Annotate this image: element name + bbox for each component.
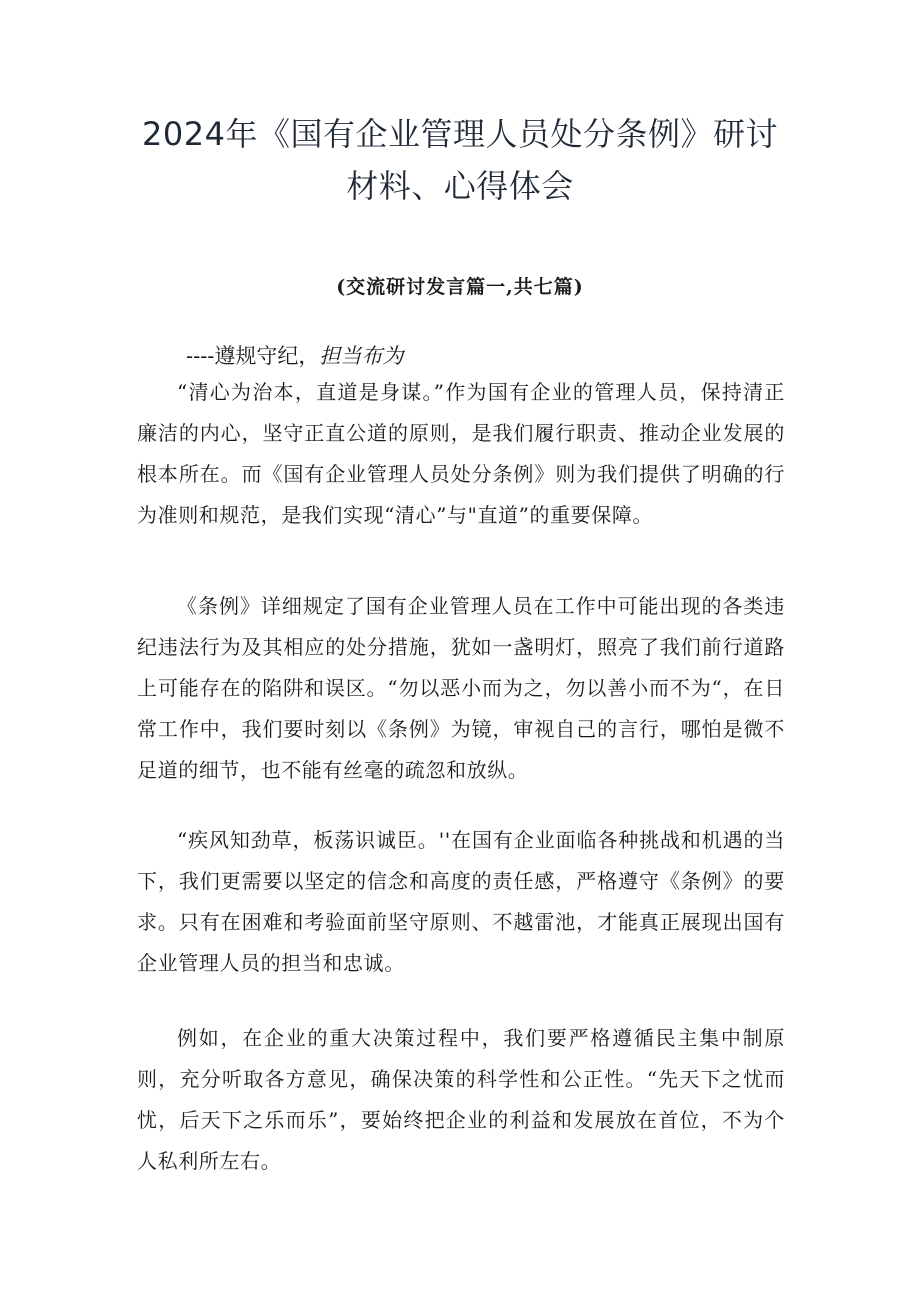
paragraph-3: “疾风知劲草，板荡识诚臣。''在国有企业面临各种挑战和机遇的当下，我们更需要以坚定的信念和高度的责任感，严格遵守《条例》的要求。只有在困难和考验面前坚守原则、不越雷池，才能真正展现出国有企业管理人员的担当和忠诚。: [137, 828, 785, 975]
page-title: 2024年《国有企业管理人员处分条例》研讨材料、心得体会: [142, 115, 778, 205]
paragraph-1: “清心为治本，直道是身谋。”作为国有企业的管理人员，保持清正廉洁的内心，坚守正直公道的原则，是我们履行职责、推动企业发展的根本所在。而《国有企业管理人员处分条例》则为我们提供了明确的行为准则和规范，是我们实现“清心”与"直道”的重要保障。: [137, 380, 785, 527]
motto-emphasis: 担当布为: [319, 344, 404, 368]
paragraph-4: 例如，在企业的重大决策过程中，我们要严格遵循民主集中制原则，充分听取各方意见，确保决策的科学性和公正性。“先天下之忧而忧，后天下之乐而乐”，要始终把企业的利益和发展放在首位，不为个人私利所左右。: [137, 1026, 785, 1173]
document-subtitle: (交流研讨发言篇一,共七篇): [336, 276, 584, 298]
motto-line: [186, 340, 403, 370]
motto-prefix: ----遵规守纪，: [186, 344, 320, 368]
paragraph-2: 《条例》详细规定了国有企业管理人员在工作中可能出现的各类违纪违法行为及其相应的处分措施，犹如一盏明灯，照亮了我们前行道路上可能存在的陷阱和误区。“勿以恶小而为之，勿以善小而不为“，在日常工作中，我们要时刻以《条例》为镜，审视自己的言行，哪怕是微不足道的细节，也不能有丝毫的疏忽和放纵。: [137, 594, 785, 782]
